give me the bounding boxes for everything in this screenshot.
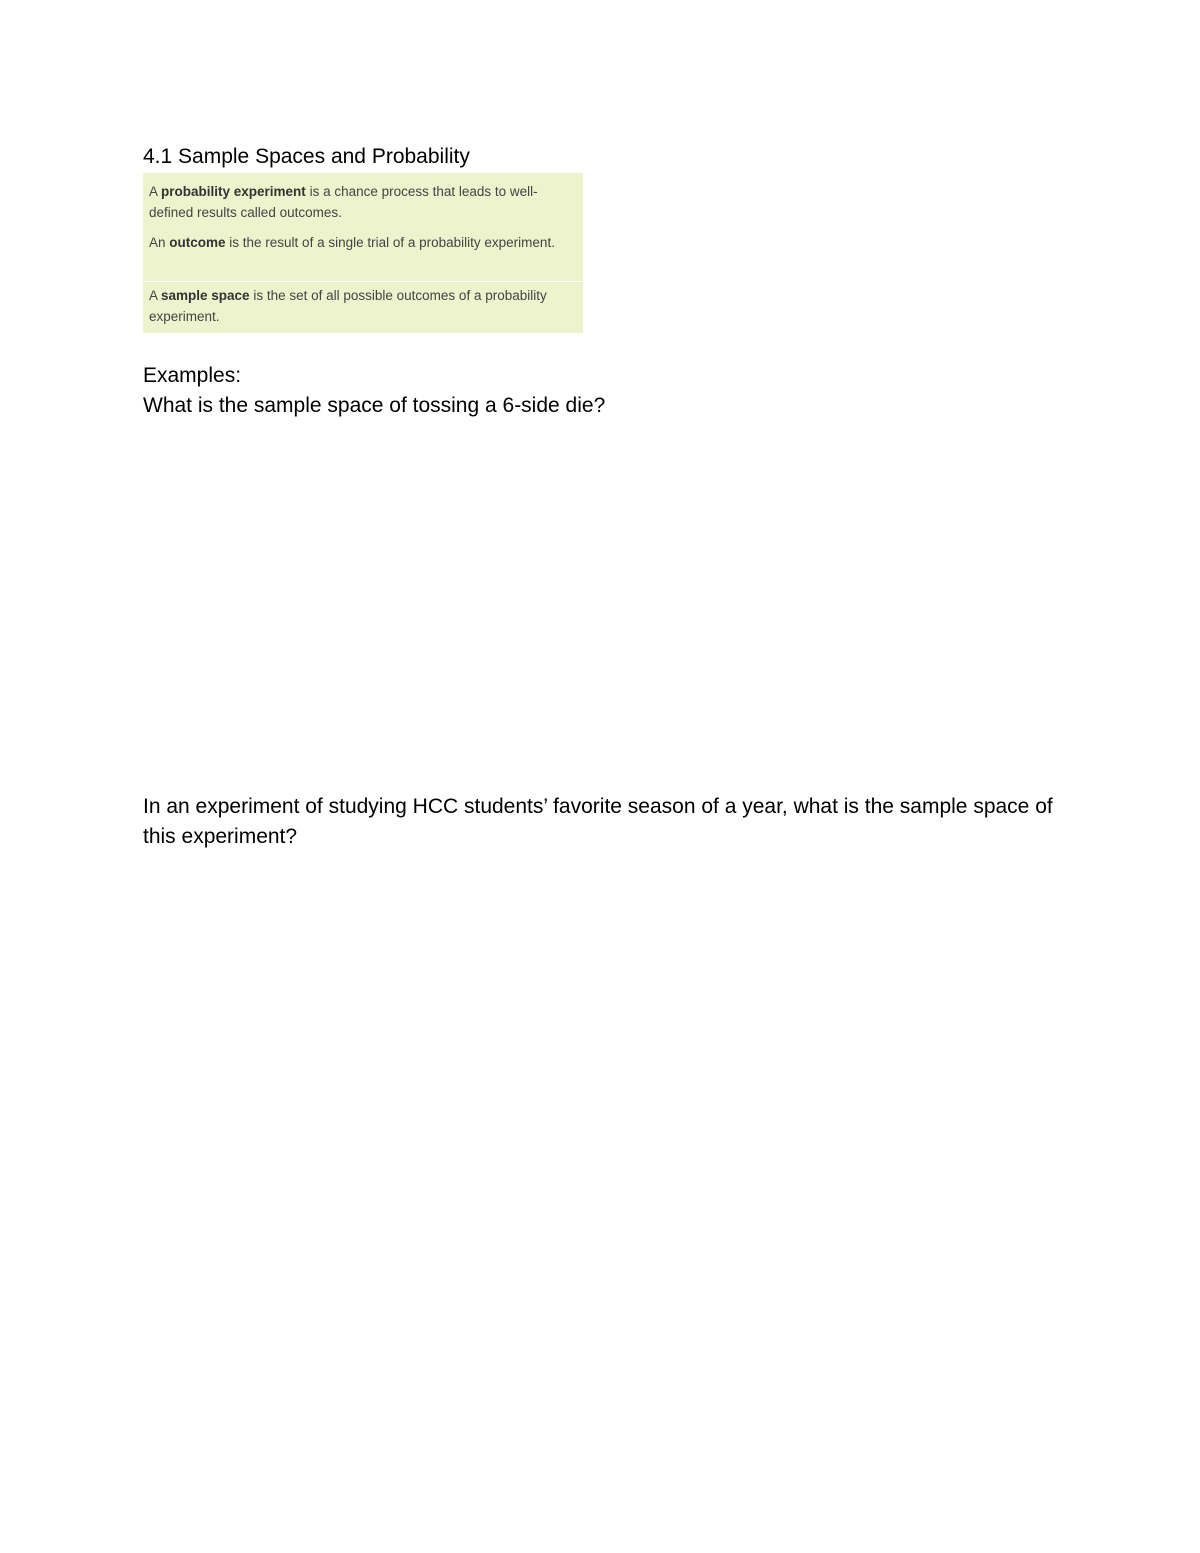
definition-sample-space — [149, 285, 577, 327]
definition-text: is the result of a single trial of a probability experiment. — [225, 235, 555, 250]
definition-term: probability experiment — [161, 184, 306, 199]
definition-outcome — [149, 232, 577, 253]
definition-text: is the set of all possible outcomes of a probability experiment. — [149, 288, 547, 324]
section-heading: 4.1 Sample Spaces and Probability — [143, 145, 470, 168]
definition-prefix: A — [149, 184, 162, 199]
definition-probability-experiment — [149, 181, 577, 223]
examples-label: Examples: — [143, 364, 242, 387]
definition-term: sample space — [161, 288, 250, 303]
question-season: In an experiment of studying HCC students’ favorite season of a year, what is the sample space of this experiment? — [143, 795, 1053, 848]
definition-box — [143, 173, 583, 333]
definition-prefix: An — [149, 235, 170, 250]
definition-prefix: A — [149, 288, 162, 303]
definition-term: outcome — [169, 235, 226, 250]
question-die: What is the sample space of tossing a 6-side die? — [143, 394, 606, 417]
definition-divider — [143, 281, 583, 282]
definition-text: is a chance process that leads to well-defined results called outcomes. — [149, 184, 538, 220]
